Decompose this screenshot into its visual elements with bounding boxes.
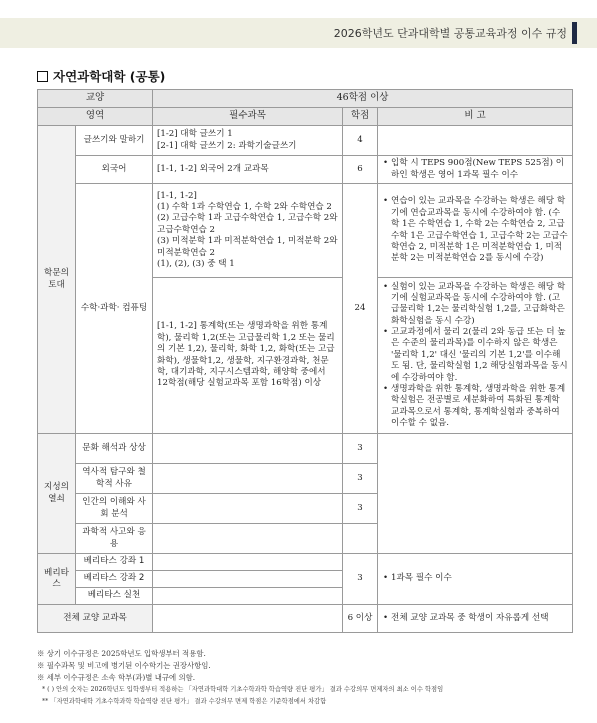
area-veritas-3: 베리타스 실천	[76, 588, 153, 605]
section-title	[37, 67, 165, 85]
note-3: ※ 세부 이수규정은 소속 학부(과)별 내규에 의함.	[37, 673, 196, 682]
credit-writing: 4	[343, 126, 378, 156]
req-culture	[153, 434, 343, 464]
area-culture: 문화 해석과 상상	[76, 434, 153, 464]
curriculum-table	[37, 89, 573, 633]
note-1: ※ 상기 이수규정은 2025학년도 입학생부터 적용함.	[37, 649, 206, 658]
table-header-row-2	[38, 108, 573, 126]
remark-math-b-2: • 고교과정에서 물리 2(물리 2와 동급 또는 더 높은 수준의 물리과목)를 이수하지 않은 학생은 '물리학 1,2' 대신 '물리의 기본 1,2'를 이수해도 됨. 단, 물리학실험 1,2 해당실험과목을 동시에 수강하여야 함.	[391, 327, 568, 384]
remark-math-b-3: • 생명과학을 위한 통계학, 생명과학을 위한 통계학실험은 전공별로 세분화하여 특화된 통계학 교과목으로서 통계학, 통계학실험과 중복하여 이수할 수 없음.	[391, 384, 568, 429]
area-veritas-2: 베리타스 강좌 2	[76, 571, 153, 588]
req-history	[153, 464, 343, 494]
req-writing-1: [1-2] 대학 글쓰기 1	[157, 129, 233, 140]
note-2: ※ 필수과목 및 비고에 병기된 이수학기는 권장사항임.	[37, 661, 211, 670]
group-key-of-intellect: 지성의 열쇠	[38, 434, 76, 554]
header-required: 필수과목	[153, 108, 343, 126]
req-veritas-3	[153, 588, 343, 605]
note-5: ** 「자연과학대학 기초수학과학 학습역량 진단 평가」 결과 수강의무 면제 학점은 기준학점에서 차감함	[42, 698, 327, 705]
area-science: 과학적 사고와 응용	[76, 524, 153, 554]
credit-veritas: 3	[343, 554, 378, 605]
checkbox-square-icon	[37, 71, 48, 82]
remark-total-text: • 전체 교양 교과목 중 학생이 자유롭게 선택	[391, 613, 568, 624]
remark-writing	[378, 126, 573, 156]
credit-history: 3	[343, 464, 378, 494]
area-writing: 글쓰기와 말하기	[76, 126, 153, 156]
req-writing-2: [2-1] 대학 글쓰기 2: 과학기술글쓰기	[157, 140, 297, 151]
credit-science	[343, 524, 378, 554]
req-foreign: [1-1, 1-2] 외국어 2개 교과목	[153, 156, 343, 184]
area-foreign: 외국어	[76, 156, 153, 184]
remark-veritas-text: • 1과목 필수 이수	[391, 573, 568, 584]
table-row-culture	[38, 434, 573, 464]
req-veritas-1	[153, 554, 343, 571]
req-veritas-2	[153, 571, 343, 588]
group-foundation: 학문의 토대	[38, 126, 76, 434]
credit-total: 6 이상	[343, 605, 378, 633]
section-title-text: 자연과학대학 (공통)	[53, 69, 166, 84]
remark-math-a-text: • 연습이 있는 교과목을 수강하는 학생은 해당 학기에 연습교과목을 동시에 수강하여야 함. (수학 1은 수학연습 1, 수학 2는 수학연습 2, 고급수학 1은 고급수학연습 1, 고급수학 2는 고급수학연습 2, 미적분학 1은 미적분학연습 1, 미적분학 2는 미적분학연습 2를 동시에 수강)	[391, 196, 568, 264]
remark-math-a	[378, 184, 573, 278]
credit-human: 3	[343, 494, 378, 524]
req-human	[153, 494, 343, 524]
remark-veritas	[378, 554, 573, 605]
req-math-a	[153, 184, 343, 278]
credit-culture: 3	[343, 434, 378, 464]
table-row-math-a	[38, 184, 573, 278]
req-writing	[153, 126, 343, 156]
req-math-a-1: (1) 수학 1과 수학연습 1, 수학 2와 수학연습 2	[157, 202, 332, 213]
header-accent-bar	[572, 22, 577, 44]
table-header-row-1	[38, 90, 573, 108]
header-credit: 학점	[343, 108, 378, 126]
remark-math-b-1: • 실험이 있는 교과목을 수강하는 학생은 해당 학기에 실험교과목을 동시에 수강하여야 함. (고급물리학 1,2는 물리학실험 1,2를, 고급화학은 화학실험을 동시 수강)	[391, 282, 568, 327]
remark-math-b	[378, 278, 573, 434]
table-row-veritas-1	[38, 554, 573, 571]
req-total	[153, 605, 343, 633]
area-human: 인간의 이해와 사회 분석	[76, 494, 153, 524]
note-4: * ( ) 안의 숫자는 2026학년도 입학생부터 적용하는 「자연과학대학 기초수학과학 학습역량 진단 평가」 결과 수강의무 면제자의 최소 이수 학점임	[42, 686, 444, 693]
remark-foreign-text: • 입학 시 TEPS 900점(New TEPS 525점) 이하인 학생은 영어 1과목 필수 이수	[391, 158, 568, 181]
area-math: 수학·과학· 컴퓨팅	[76, 184, 153, 434]
area-veritas-1: 베리타스 강좌 1	[76, 554, 153, 571]
req-math-b: [1-1, 1-2] 통계학(또는 생명과학을 위한 통계학), 물리학 1,2(또는 고급물리학 1,2 또는 물리의 기본 1,2), 물리학, 화학 1,2, 화학(또는 고급화학), 생물학1,2, 생물학, 지구환경과학, 천문학, 대기과학, 지구시스템과학, 해양학 중에서 12학점(해당 실험교과목 포함 16학점) 이상	[153, 278, 343, 434]
remark-total	[378, 605, 573, 633]
credit-foreign: 6	[343, 156, 378, 184]
credit-math: 24	[343, 184, 378, 434]
req-math-a-4: (1), (2), (3) 중 택 1	[157, 258, 235, 269]
page-header-title: 2026학년도 단과대학별 공통교육과정 이수 규정	[333, 27, 567, 40]
header-category: 교양	[38, 90, 153, 108]
header-remarks: 비 고	[378, 108, 573, 126]
group-veritas: 베리타스	[38, 554, 76, 605]
header-total-credits: 46학점 이상	[153, 90, 573, 108]
table-row-writing	[38, 126, 573, 156]
req-math-a-3: (3) 미적분학 1과 미적분학연습 1, 미적분학 2와 미적분학연습 2	[157, 236, 338, 258]
remark-intellect	[378, 434, 573, 554]
remark-foreign	[378, 156, 573, 184]
header-area: 영역	[38, 108, 153, 126]
area-total: 전체 교양 교과목	[38, 605, 153, 633]
area-history: 역사적 탐구와 철학적 사유	[76, 464, 153, 494]
req-math-a-2: (2) 고급수학 1과 고급수학연습 1, 고급수학 2와 고급수학연습 2	[157, 213, 338, 235]
req-math-a-0: [1-1, 1-2]	[157, 190, 197, 201]
req-science	[153, 524, 343, 554]
table-row-total	[38, 605, 573, 633]
table-row-foreign	[38, 156, 573, 184]
